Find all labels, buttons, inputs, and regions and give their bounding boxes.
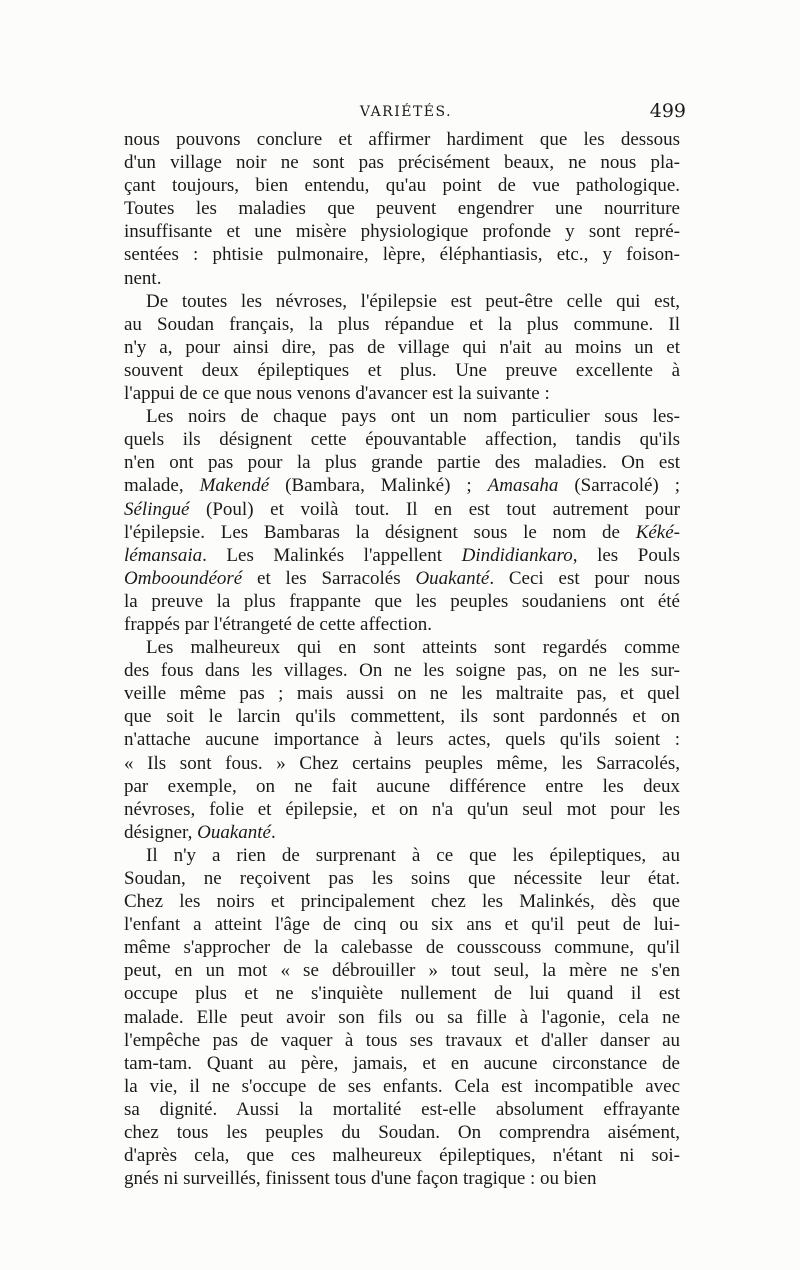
text-line: la vie, il ne s'occupe de ses enfants. Cela est incompatible avec xyxy=(124,1075,680,1097)
body-text xyxy=(124,128,680,1190)
text-line: d'un village noir ne sont pas précisément beaux, ne nous pla- xyxy=(124,152,680,174)
text-line: n'en ont pas pour la plus grande partie des maladies. On est xyxy=(124,452,680,474)
text-line: au Soudan français, la plus répandue et la plus commune. Il xyxy=(124,313,680,335)
text-line: veille même pas ; mais aussi on ne les maltraite pas, et quel xyxy=(124,683,680,705)
paragraph-4 xyxy=(124,636,680,844)
text-line: que soit le larcin qu'ils commettent, ils sont pardonnés et on xyxy=(124,706,680,728)
text-line: frappés par l'étrangeté de cette affection. xyxy=(124,613,432,635)
paragraph-1 xyxy=(124,128,680,290)
paragraph-2 xyxy=(124,290,680,405)
text-line: çant toujours, bien entendu, qu'au point de vue pathologique. xyxy=(124,175,680,197)
text-line: Soudan, ne reçoivent pas les soins que nécessite leur état. xyxy=(124,868,680,889)
text-line: occupe plus et ne s'inquiète nullement de lui quand il est xyxy=(124,983,680,1005)
text-line: Sélingué (Poul) et voilà tout. Il en est tout autrement pour xyxy=(124,498,680,520)
text-line: souvent deux épileptiques et plus. Une preuve excellente à xyxy=(124,359,680,381)
text-line: l'appui de ce que nous venons d'avancer est la suivante : xyxy=(124,383,550,405)
text-line: l'épilepsie. Les Bambaras la désignent sous le nom de Kéké- xyxy=(124,521,680,543)
text-line: par exemple, on ne fait aucune différence entre les deux xyxy=(124,775,680,797)
text-line: malade. Elle peut avoir son fils ou sa fille à l'agonie, cela ne xyxy=(124,1006,680,1028)
text-line: n'y a, pour ainsi dire, pas de village qui n'ait au moins un et xyxy=(124,336,680,358)
page-number: 499 xyxy=(649,100,686,122)
text-line: Les malheureux qui en sont atteints sont regardés comme xyxy=(146,637,680,659)
text-line: nous pouvons conclure et affirmer hardiment que les dessous xyxy=(124,129,680,150)
text-line: Les noirs de chaque pays ont un nom particulier sous les- xyxy=(146,406,680,428)
text-line: peut, en un mot « se débrouiller » tout seul, la mère ne s'en xyxy=(124,960,680,982)
text-line: l'empêche pas de vaquer à tous ses travaux et d'aller danser au xyxy=(124,1029,680,1051)
paragraph-3 xyxy=(124,405,680,636)
text-line: Ombooundéoré et les Sarracolés Ouakanté. Ceci est pour nous xyxy=(124,567,680,589)
text-line: « Ils sont fous. » Chez certains peuples même, les Sarracolés, xyxy=(124,752,680,774)
text-line: gnés ni surveillés, finissent tous d'une façon tragique : ou bien xyxy=(124,1168,597,1190)
text-line: De toutes les névroses, l'épilepsie est peut-être celle qui est, xyxy=(146,290,680,312)
text-line: insuffisante et une misère physiologique profonde y sont repré- xyxy=(124,221,680,243)
text-line: chez tous les peuples du Soudan. On comprendra aisément, xyxy=(124,1122,680,1144)
page-header xyxy=(126,100,686,126)
text-line: tam-tam. Quant au père, jamais, et en aucune circonstance de xyxy=(124,1052,680,1074)
text-line: névroses, folie et épilepsie, et on n'a qu'un seul mot pour les xyxy=(124,798,680,820)
text-line: n'attache aucune importance à leurs actes, quels qu'ils soient : xyxy=(124,729,680,751)
text-line: la preuve la plus frappante que les peuples soudaniens ont été xyxy=(124,590,680,612)
text-line: sa dignité. Aussi la mortalité est-elle absolument effrayante xyxy=(124,1098,680,1120)
text-line: désigner, Ouakanté. xyxy=(124,821,276,843)
text-line: même s'approcher de la calebasse de cousscouss commune, qu'il xyxy=(124,937,680,959)
text-line: Chez les noirs et principalement chez les Malinkés, dès que xyxy=(124,891,680,913)
text-line: lémansaia. Les Malinkés l'appellent Dindidiankaro, les Pouls xyxy=(124,544,680,566)
text-line: nent. xyxy=(124,267,162,289)
text-line: malade, Makendé (Bambara, Malinké) ; Amasaha (Sarracolé) ; xyxy=(124,475,680,497)
text-line: Il n'y a rien de surprenant à ce que les épileptiques, au xyxy=(146,844,680,866)
text-line: d'après cela, que ces malheureux épileptiques, n'étant ni soi- xyxy=(124,1145,680,1167)
text-line: Toutes les maladies que peuvent engendrer une nourriture xyxy=(124,198,680,220)
running-title: VARIÉTÉS. xyxy=(359,104,453,120)
text-line: quels ils désignent cette épouvantable affection, tandis qu'ils xyxy=(124,429,680,451)
text-line: l'enfant a atteint l'âge de cinq ou six ans et qu'il peut de lui- xyxy=(124,914,680,936)
paragraph-5 xyxy=(124,844,680,1190)
text-line: sentées : phtisie pulmonaire, lèpre, éléphantiasis, etc., y foison- xyxy=(124,244,680,266)
text-line: des fous dans les villages. On ne les soigne pas, on ne les sur- xyxy=(124,660,680,682)
